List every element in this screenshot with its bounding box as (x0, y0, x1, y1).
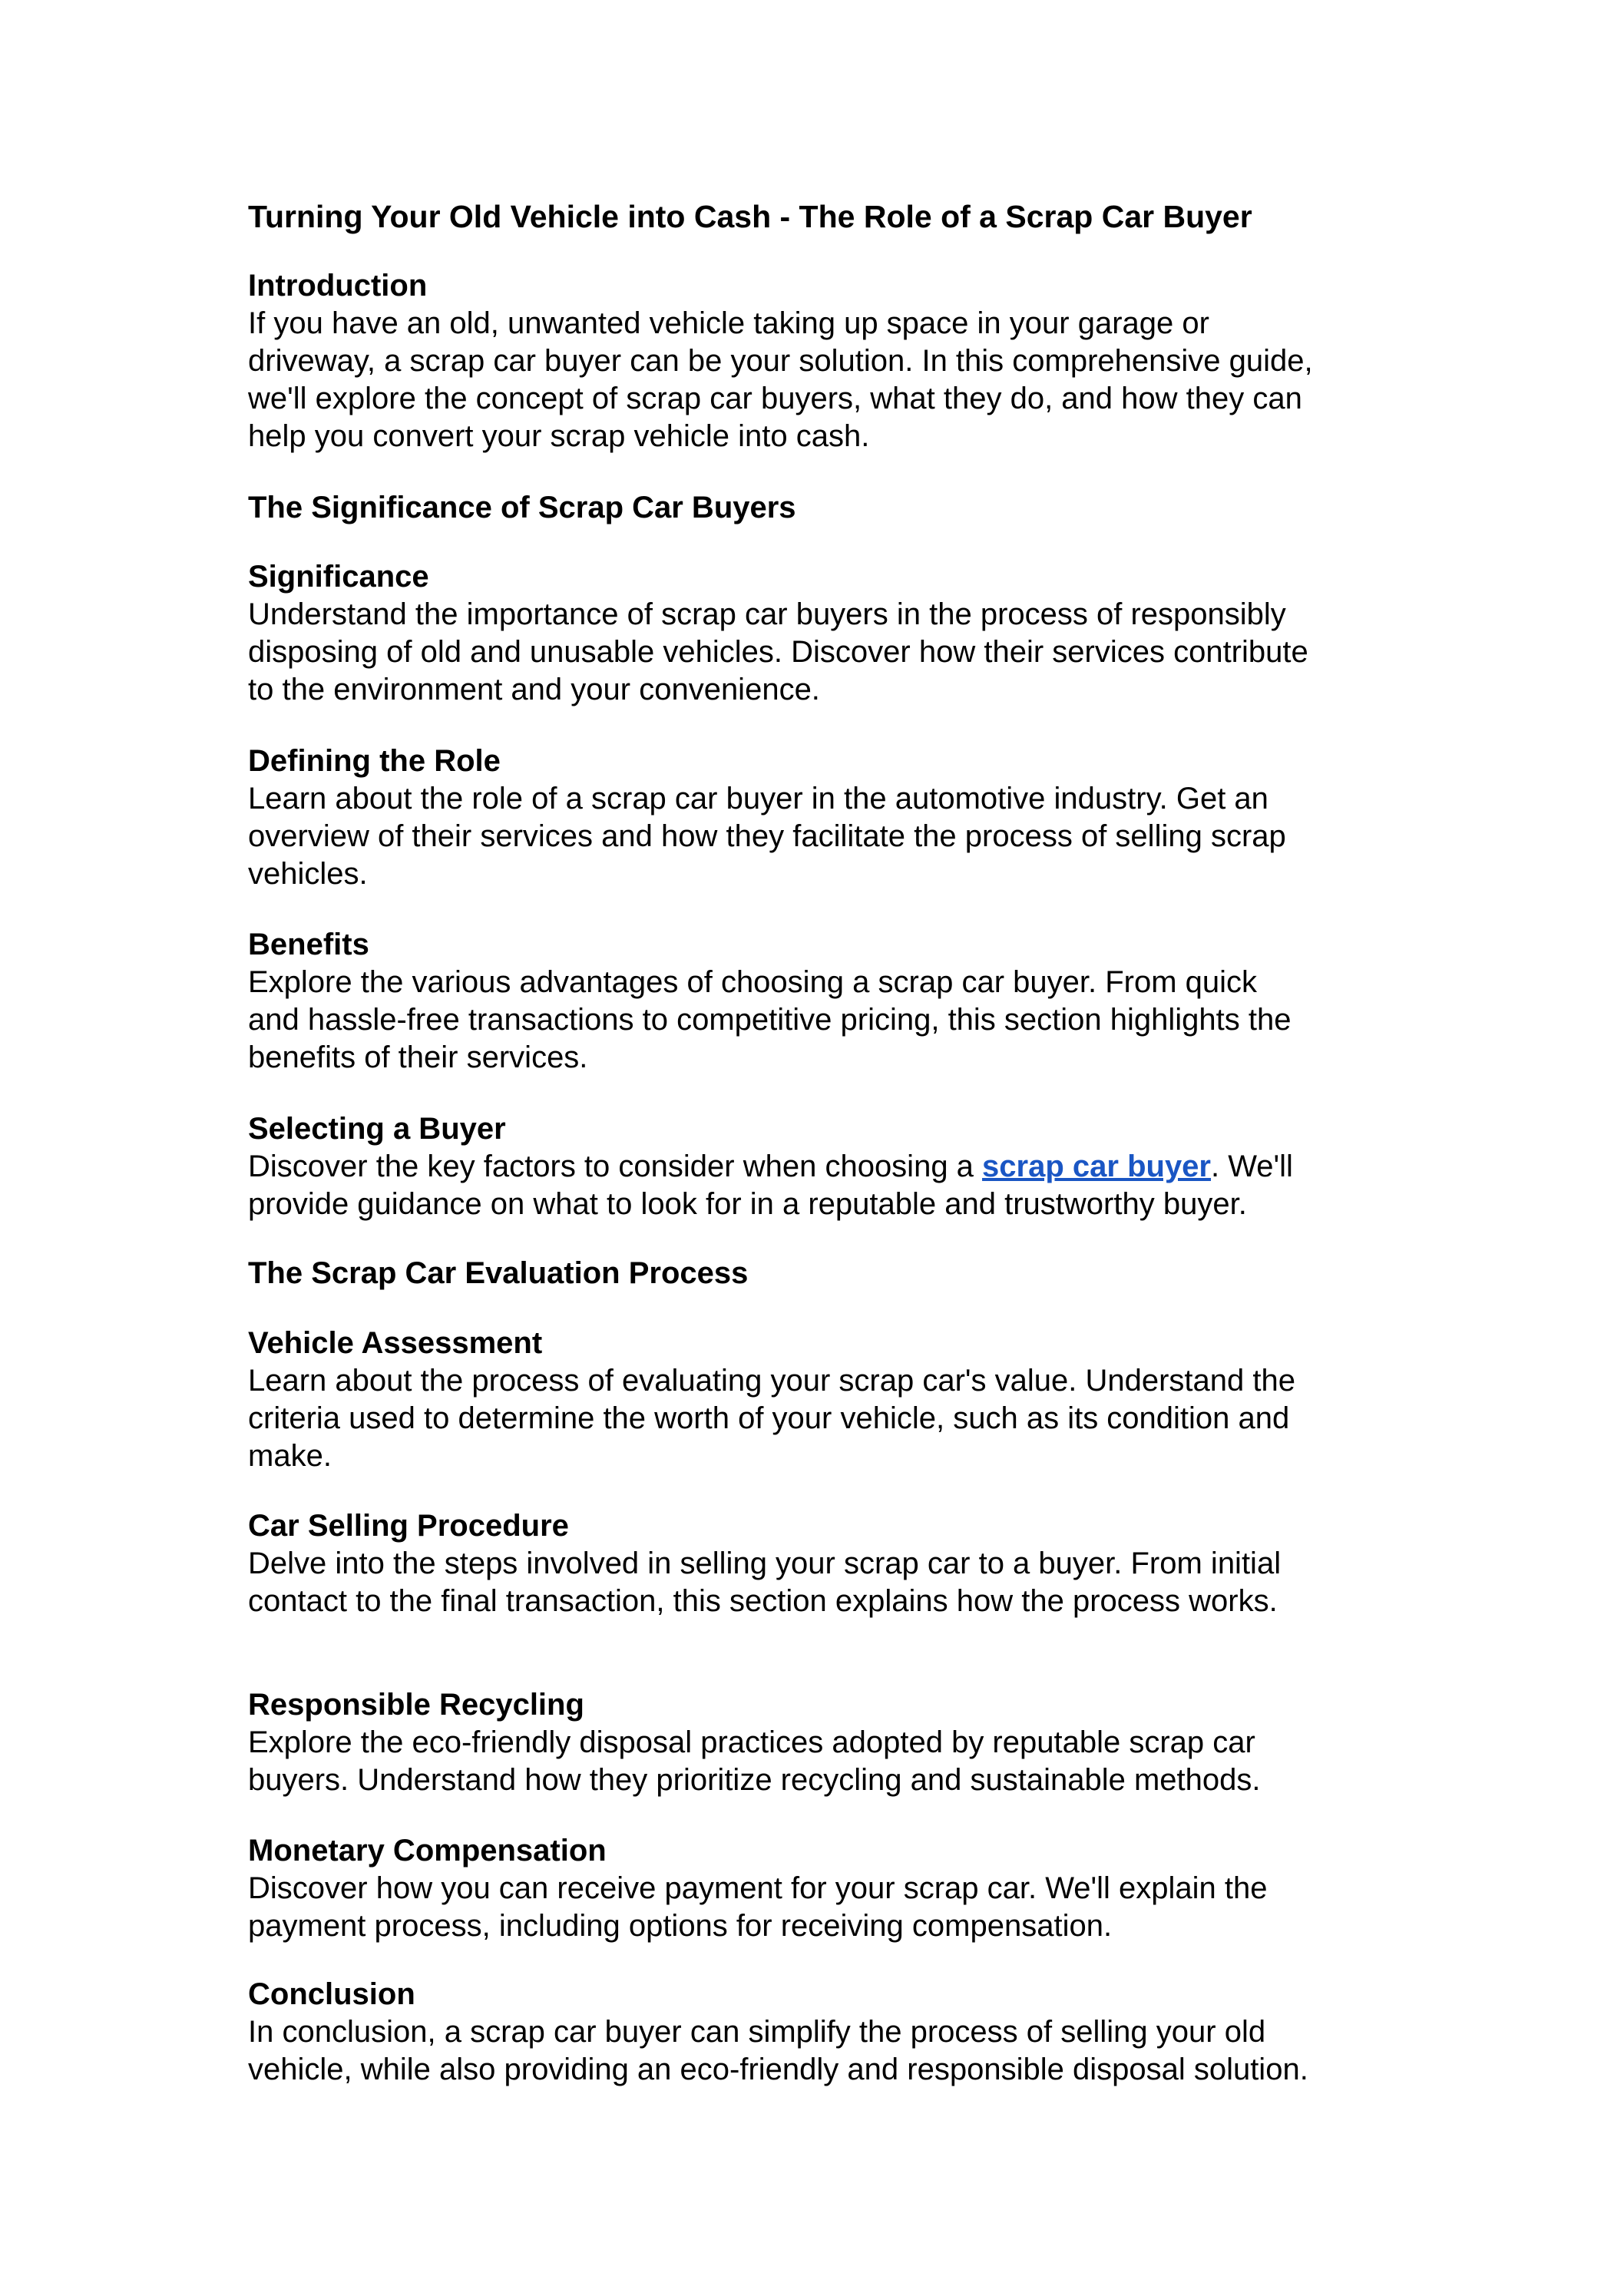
document-title: Turning Your Old Vehicle into Cash - The Role of a Scrap Car Buyer (248, 199, 1252, 234)
section-heading: Introduction (248, 269, 428, 303)
section-body (248, 1870, 1446, 1945)
section-heading: Vehicle Assessment (248, 1326, 543, 1360)
body-line: Delve into the steps involved in selling your scrap car to a buyer. From initial (248, 1547, 1282, 1580)
body-line: vehicles. (248, 857, 368, 891)
body-line: overview of their services and how they facilitate the process of selling scrap (248, 819, 1286, 853)
section-significance (248, 558, 1446, 709)
major-heading-evaluation: The Scrap Car Evaluation Process (248, 1256, 749, 1290)
section-heading: Monetary Compensation (248, 1834, 607, 1868)
section-body (248, 2013, 1446, 2089)
body-line: payment process, including options for receiving compensation. (248, 1909, 1113, 1943)
body-text: . We'll (1211, 1150, 1293, 1183)
body-line: Explore the various advantages of choosing a scrap car buyer. From quick (248, 965, 1258, 999)
section-benefits (248, 926, 1446, 1077)
body-line: and hassle-free transactions to competitive pricing, this section highlights the (248, 1003, 1292, 1037)
section-vehicle-assessment (248, 1325, 1446, 1475)
body-line: criteria used to determine the worth of your vehicle, such as its condition and (248, 1401, 1290, 1435)
section-defining-the-role (248, 743, 1446, 893)
section-body (248, 780, 1446, 893)
body-line: Understand the importance of scrap car buyers in the process of responsibly (248, 597, 1286, 631)
body-line: benefits of their services. (248, 1040, 588, 1074)
body-line: Learn about the process of evaluating your scrap car's value. Understand the (248, 1364, 1296, 1398)
section-body (248, 1724, 1446, 1799)
body-line: make. (248, 1439, 332, 1473)
scrap-car-buyer-link[interactable]: scrap car buyer (982, 1150, 1211, 1183)
section-heading: Responsible Recycling (248, 1688, 584, 1722)
body-line (248, 1148, 1446, 1186)
body-line: buyers. Understand how they prioritize recycling and sustainable methods. (248, 1763, 1261, 1797)
section-heading: Significance (248, 560, 429, 594)
section-car-selling-procedure (248, 1507, 1446, 1620)
body-line: Learn about the role of a scrap car buyer in the automotive industry. Get an (248, 782, 1268, 816)
body-line: contact to the final transaction, this section explains how the process works. (248, 1584, 1278, 1618)
body-line: vehicle, while also providing an eco-friendly and responsible disposal solution. (248, 2053, 1308, 2086)
section-heading: Conclusion (248, 1977, 415, 2011)
body-line: driveway, a scrap car buyer can be your solution. In this comprehensive guide, (248, 344, 1313, 378)
body-line: disposing of old and unusable vehicles. Discover how their services contribute (248, 635, 1308, 669)
section-body (248, 1362, 1446, 1475)
major-heading-significance: The Significance of Scrap Car Buyers (248, 491, 796, 524)
section-body (248, 1148, 1446, 1223)
section-monetary-compensation (248, 1832, 1446, 1945)
body-line: If you have an old, unwanted vehicle taking up space in your garage or (248, 306, 1209, 340)
body-text: Discover the key factors to consider when choosing a (248, 1150, 983, 1183)
section-responsible-recycling (248, 1686, 1446, 1799)
body-line: Explore the eco-friendly disposal practices adopted by reputable scrap car (248, 1725, 1255, 1759)
section-introduction (248, 267, 1446, 455)
section-body (248, 964, 1446, 1077)
section-body (248, 596, 1446, 709)
section-conclusion (248, 1976, 1446, 2089)
body-line: In conclusion, a scrap car buyer can simplify the process of selling your old (248, 2015, 1266, 2049)
body-line: Discover how you can receive payment for your scrap car. We'll explain the (248, 1871, 1268, 1905)
section-heading: Benefits (248, 928, 369, 961)
body-line: to the environment and your convenience. (248, 673, 820, 706)
section-selecting-a-buyer (248, 1110, 1446, 1223)
body-line: help you convert your scrap vehicle into cash. (248, 419, 870, 453)
body-line: provide guidance on what to look for in a reputable and trustworthy buyer. (248, 1187, 1247, 1221)
section-body (248, 305, 1446, 455)
section-heading: Selecting a Buyer (248, 1112, 506, 1146)
section-heading: Defining the Role (248, 744, 501, 778)
body-line: we'll explore the concept of scrap car buyers, what they do, and how they can (248, 382, 1302, 415)
section-heading: Car Selling Procedure (248, 1509, 569, 1543)
section-body (248, 1545, 1446, 1620)
